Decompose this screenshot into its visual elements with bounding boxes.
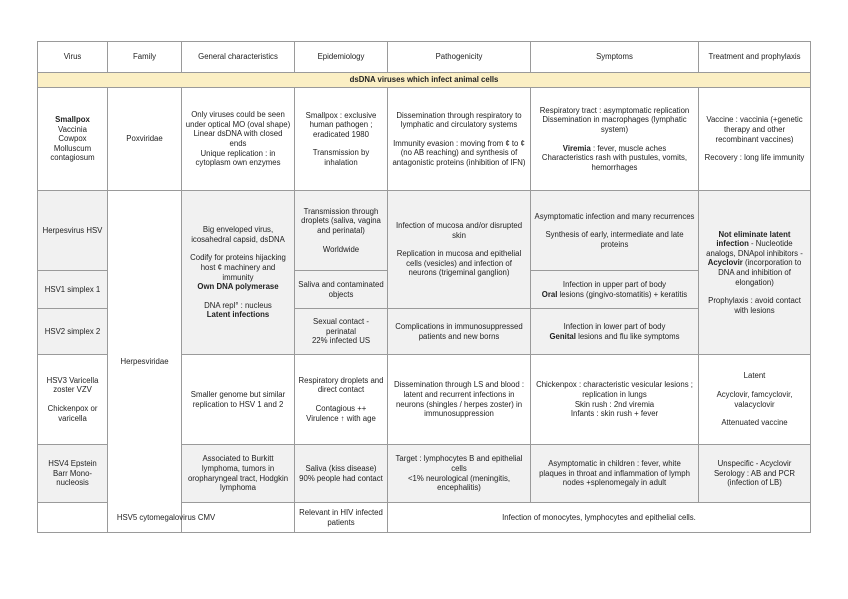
hsv-symp-1: Asymptomatic infection and many recurrences xyxy=(534,211,695,221)
col-header-treatment: Treatment and prophylaxis xyxy=(699,42,811,73)
hsv4-treat-1: Unspecific - Acyclovir xyxy=(717,459,792,469)
hsv-row xyxy=(38,191,811,271)
hsv4-symp: Asymptomatic in children : fever, white plaques in throat and inflammation of lymph nodes +splenomegaly in adult xyxy=(531,445,699,503)
hsv4-virus: HSV4 Epstein Barr Mono-nucleosis xyxy=(38,445,108,503)
pox-virus-3: Molluscum contagiosum xyxy=(50,143,95,163)
hsv4-epi-2: 90% people had contact xyxy=(299,473,383,483)
hsv2-epi-1: Sexual contact - perinatal xyxy=(313,317,369,336)
pox-epi-cell xyxy=(295,88,388,191)
hsv2-patho: Complications in immunosuppressed patients and new borns xyxy=(388,309,531,355)
hsv4-treat-2: Serology : AB and PCR (infection of LB) xyxy=(713,468,796,488)
hsv-treat-rest: - Nucleotide analogs, DNApol inhibitors - xyxy=(706,239,803,258)
hsv-general-1: Big enveloped virus, icosahedral capsid, dsDNA xyxy=(191,225,285,244)
pox-epi-1: Smallpox : exclusive human pathogen ; eradicated 1980 xyxy=(305,110,377,139)
hsv-epi-cell xyxy=(295,191,388,271)
hsv1-oral-bold: Oral xyxy=(541,289,558,299)
hsv3-epi-1: Respiratory droplets and direct contact xyxy=(298,375,384,395)
hsv3-epi-cell xyxy=(295,355,388,445)
col-header-general: General characteristics xyxy=(182,42,295,73)
hsv5-epi: Relevant in HIV infected patients xyxy=(295,503,388,533)
pox-virus-2: Cowpox xyxy=(58,134,87,144)
hsv3-symp-1: Chickenpox : characteristic vesicular lesions ; replication in lungs xyxy=(536,380,693,399)
pox-symp-2: Dissemination in macrophages (lymphatic system) xyxy=(542,115,687,134)
pox-virus-bold: Smallpox xyxy=(55,115,90,125)
header-row xyxy=(38,42,811,73)
hsv4-treat-cell xyxy=(699,445,811,503)
hsv3-symp-cell xyxy=(531,355,699,445)
col-header-symptoms: Symptoms xyxy=(531,42,699,73)
pox-patho-cell xyxy=(388,88,531,191)
col-header-virus: Virus xyxy=(38,42,108,73)
hsv-treat-cell xyxy=(699,191,811,355)
pox-epi-2: Transmission by inhalation xyxy=(312,148,370,167)
hsv1-symp-cell xyxy=(531,271,699,309)
hsv4-general: Associated to Burkitt lymphoma, tumors in oropharyngeal tract, Hodgkin lymphoma xyxy=(182,445,295,503)
hsv3-virus-2: Chickenpox or varicella xyxy=(47,404,98,423)
hsv5-virus: HSV5 cytomegalovirus CMV xyxy=(38,503,295,533)
hsv-general-2: Codify for proteins hijacking host ¢ machinery and immunity xyxy=(190,253,286,282)
hsv3-treat-1: Latent xyxy=(743,371,766,381)
hsv3-treat-3: Attenuated vaccine xyxy=(721,418,788,428)
hsv2-virus: HSV2 simplex 2 xyxy=(38,309,108,355)
hsv-symp-2: Synthesis of early, intermediate and late proteins xyxy=(545,230,684,249)
hsv-epi-1: Transmission through droplets (saliva, vagina and perinatal) xyxy=(301,206,381,235)
hsv-virus: Herpesvirus HSV xyxy=(38,191,108,271)
virus-table xyxy=(37,41,811,533)
section-row xyxy=(38,73,811,88)
hsv3-general: Smaller genome but similar replication to HSV 1 and 2 xyxy=(182,355,295,445)
hsv5-row xyxy=(38,503,811,533)
col-header-pathogenicity: Pathogenicity xyxy=(388,42,531,73)
hsv3-virus-1: HSV3 Varicella zoster VZV xyxy=(46,375,99,395)
pox-viremia-bold: Viremia xyxy=(562,143,591,153)
hsv3-virus-cell xyxy=(38,355,108,445)
hsv1-virus: HSV1 simplex 1 xyxy=(38,271,108,309)
pox-patho-2: Immunity evasion : moving from ¢ to ¢ (no AB reaching) and synthesis of antagonistic proteins (inhibition of IFN) xyxy=(392,138,526,167)
herpes-family: Herpesviridae xyxy=(108,191,182,533)
hsv-treat-end: (incorporation to DNA and inhibition of elongation) xyxy=(718,258,802,287)
hsv-general-3-bold: Latent infections xyxy=(206,310,270,320)
hsv4-epi-1: Saliva (kiss disease) xyxy=(305,463,377,473)
pox-symp-1: Respiratory tract : asymptomatic replication xyxy=(539,105,690,115)
hsv1-symp-1: Infection in upper part of body xyxy=(562,279,667,289)
pox-virus-cell xyxy=(38,88,108,191)
hsv2-symp-cell xyxy=(531,309,699,355)
pox-viremia-rest: : fever, muscle aches xyxy=(592,143,667,153)
pox-treat-2: Recovery : long life immunity xyxy=(704,153,805,163)
col-header-family: Family xyxy=(108,42,182,73)
hsv-patho-1: Infection of mucosa and/or disrupted skin xyxy=(395,221,523,240)
hsv4-epi-cell xyxy=(295,445,388,503)
pox-symp-viremia xyxy=(534,144,695,154)
hsv1-symp-rest: lesions (gingivo-stomatitis) + keratitis xyxy=(559,289,688,299)
hsv5-rest: Infection of monocytes, lymphocytes and epithelial cells. xyxy=(388,503,811,533)
hsv2-symp-rest: lesions and flu like symptoms xyxy=(578,331,680,341)
hsv-patho-cell xyxy=(388,191,531,309)
hsv3-symp-2: Skin rush : 2nd viremia xyxy=(574,399,655,409)
hsv2-epi-2: 22% infected US xyxy=(311,336,371,346)
pox-treat-cell xyxy=(699,88,811,191)
hsv1-epi: Saliva and contaminated objects xyxy=(295,271,388,309)
pox-patho-1: Dissemination through respiratory to lymphatic and circulatory systems xyxy=(396,110,522,130)
hsv3-epi-3: Virulence ↑ with age xyxy=(306,413,376,423)
pox-treat-1: Vaccine : vaccinia (+genetic therapy and other recombinant vaccines) xyxy=(706,115,803,144)
hsv1-symp-2 xyxy=(534,290,695,300)
hsv-patho-2: Replication in mucosa and epithelial cells (vesicles) and infection of neurons (trigeminal ganglion) xyxy=(396,249,522,278)
hsv2-genital-bold: Genital xyxy=(549,331,576,341)
pox-symp-cell xyxy=(531,88,699,191)
pox-general-1: Only viruses could be seen under optical MO (oval shape) xyxy=(185,110,291,129)
hsv-symp-cell xyxy=(531,191,699,271)
pox-general-cell xyxy=(182,88,295,191)
hsv2-symp-2 xyxy=(534,332,695,342)
pox-family: Poxviridae xyxy=(108,88,182,191)
hsv-general-cell xyxy=(182,191,295,355)
hsv-general-3: DNA repl° : nucleus xyxy=(204,300,272,310)
hsv-treat-bold: Not eliminate latent infection xyxy=(716,229,791,249)
hsv-treat-2: Prophylaxis : avoid contact with lesions xyxy=(708,296,801,315)
hsv3-epi-2: Contagious ++ xyxy=(315,404,367,413)
hsv2-epi-cell xyxy=(295,309,388,355)
pox-general-2: Linear dsDNA with closed ends xyxy=(193,129,283,148)
hsv4-patho-1: Target : lymphocytes B and epithelial cells xyxy=(395,454,523,473)
poxvirus-row xyxy=(38,88,811,191)
hsv3-treat-2: Acyclovir, famcyclovir, valacyclovir xyxy=(716,389,793,409)
hsv-treat-acyclovir: Acyclovir xyxy=(707,258,743,268)
hsv-treat-1 xyxy=(702,230,807,288)
pox-virus-1: Vaccinia xyxy=(58,124,87,134)
hsv3-symp-3: Infants : skin rush + fever xyxy=(570,409,659,419)
hsv4-patho-2: <1% neurological (meningitis, encephalitis) xyxy=(407,473,511,493)
hsv4-patho-cell xyxy=(388,445,531,503)
hsv3-treat-cell xyxy=(699,355,811,445)
hsv-epi-2: Worldwide xyxy=(322,244,360,254)
hsv3-patho: Dissemination through LS and blood : latent and recurrent infections in neurons (shingles / herpes zoster) in immunosuppression xyxy=(388,355,531,445)
hsv2-symp-1: Infection in lower part of body xyxy=(563,321,666,331)
hsv-general-2-bold: Own DNA polymerase xyxy=(197,282,279,292)
section-title: dsDNA viruses which infect animal cells xyxy=(38,73,811,88)
col-header-epidemiology: Epidemiology xyxy=(295,42,388,73)
pox-general-3: Unique replication : in cytoplasm own enzymes xyxy=(195,148,281,168)
pox-symp-3: Characteristics rash with pustules, vomits, hemorrhages xyxy=(541,153,688,172)
